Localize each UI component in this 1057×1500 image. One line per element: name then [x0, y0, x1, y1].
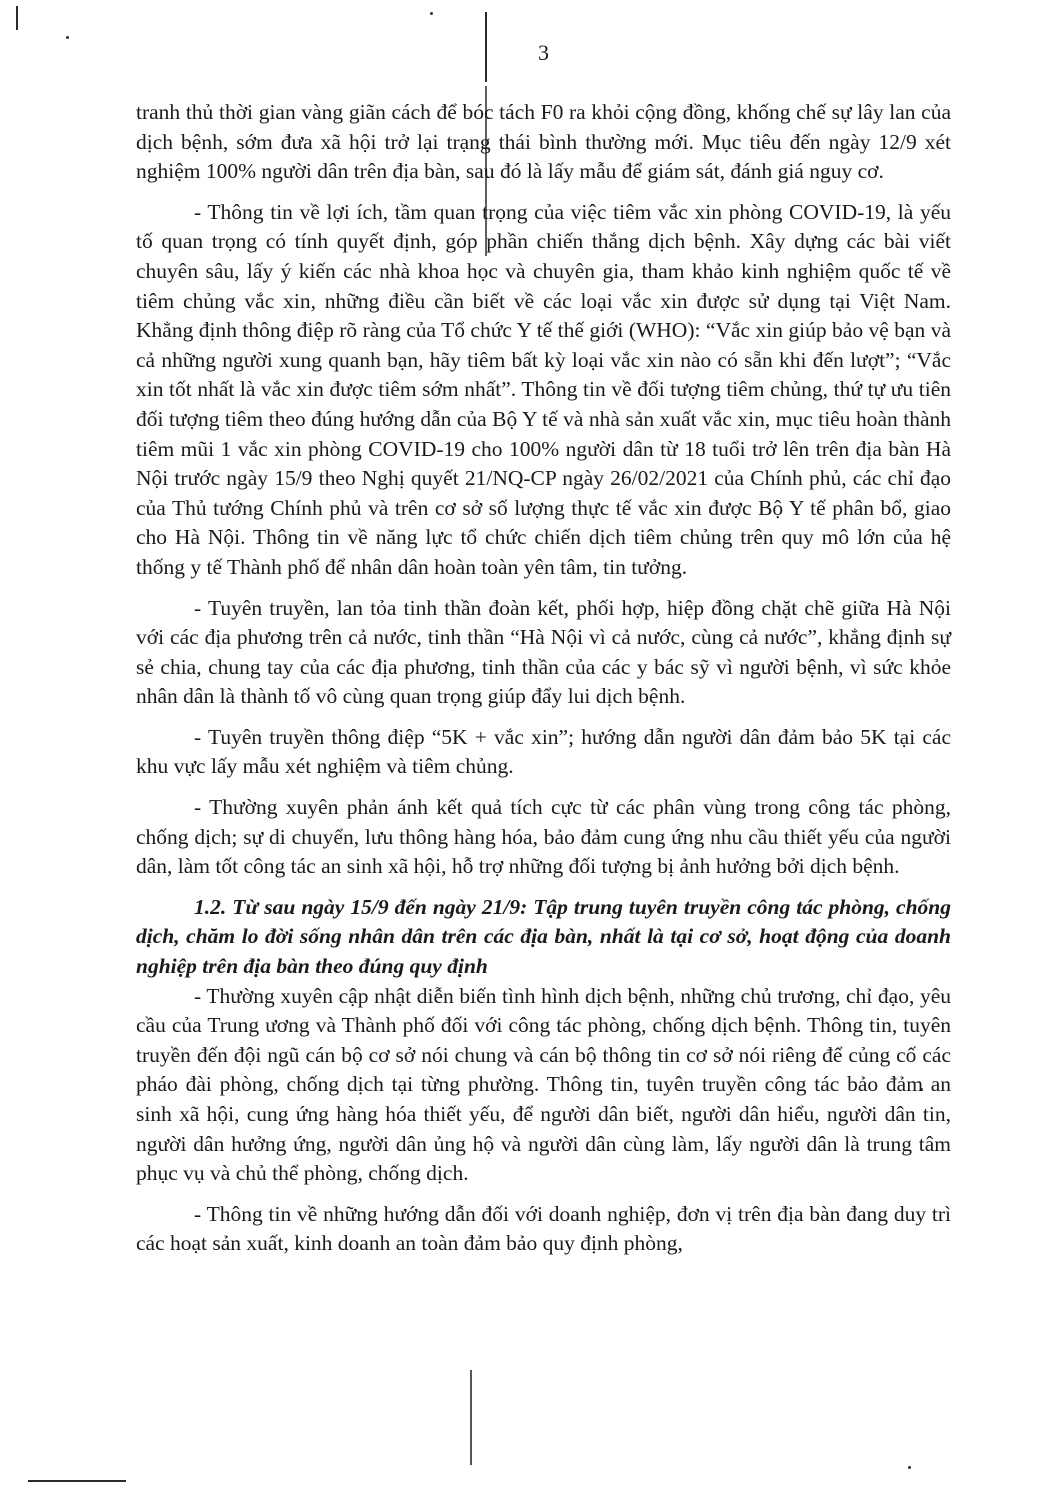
- paragraph-updates: - Thường xuyên cập nhật diễn biến tình hình dịch bệnh, những chủ trương, chỉ đạo, yêu cầu của Trung ương và Thành phố đối với công tác phòng, chống dịch bệnh. Thông tin, tuyên truyền đến đội ngũ cán bộ cơ sở nói chung và cán bộ thông tin cơ sở nói riêng để củng cố các pháo đài phòng, chống dịch tại từng phường. Thông tin, tuyên truyền công tác bảo đảm an sinh xã hội, cung ứng hàng hóa thiết yếu, để người dân biết, người dân hiểu, người dân tin, người dân hưởng ứng, người dân ủng hộ và người dân cùng làm, lấy người dân là trung tâm phục vụ và chủ thể phòng, chống dịch.: [136, 983, 951, 1186]
- document-body: [136, 98, 951, 1259]
- scan-artifact-bottom-rule: [28, 1480, 126, 1482]
- paragraph-positive-results: - Thường xuyên phản ánh kết quả tích cực từ các phân vùng trong công tác phòng, chống dịch; sự di chuyển, lưu thông hàng hóa, bảo đảm cung ứng nhu cầu thiết yếu của người dân, làm tốt công tác an sinh xã hội, hỗ trợ những đối tượng bị ảnh hưởng bởi dịch bệnh.: [136, 795, 951, 879]
- paragraph-business-guidance: - Thông tin về những hướng dẫn đối với doanh nghiệp, đơn vị trên địa bàn đang duy trì các hoạt sản xuất, kinh doanh an toàn đảm bảo quy định phòng,: [136, 1201, 951, 1256]
- scan-artifact-line: [470, 1370, 472, 1465]
- section-heading-1-2: 1.2. Từ sau ngày 15/9 đến ngày 21/9: Tập trung tuyên truyền công tác phòng, chống dịch, chăm lo đời sống nhân dân trên các địa bàn, nhất là tại cơ sở, hoạt động của doanh nghiệp trên địa bàn theo đúng quy định: [136, 894, 951, 979]
- page-number: 3: [538, 40, 549, 65]
- paragraph-continuation: tranh thủ thời gian vàng giãn cách để bóc tách F0 ra khỏi cộng đồng, khống chế sự lây lan của dịch bệnh, sớm đưa xã hội trở lại trạng thái bình thường mới. Mục tiêu đến ngày 12/9 xét nghiệm 100% người dân trên địa bàn, sau đó là lấy mẫu để giám sát, đánh giá nguy cơ.: [136, 100, 951, 184]
- scan-artifact-dot: [66, 36, 69, 39]
- paragraph-solidarity: - Tuyên truyền, lan tỏa tinh thần đoàn kết, phối hợp, hiệp đồng chặt chẽ giữa Hà Nội với các địa phương trên cả nước, tinh thần “Hà Nội vì cả nước, cùng cả nước”, khẳng định sự sẻ chia, chung tay của các địa phương, tinh thần của các y bác sỹ vì người bệnh, vì sức khỏe nhân dân là thành tố vô cùng quan trọng giúp đẩy lui dịch bệnh.: [136, 595, 951, 709]
- paragraph-5k-message: - Tuyên truyền thông điệp “5K + vắc xin”; hướng dẫn người dân đảm bảo 5K tại các khu vực lấy mẫu xét nghiệm và tiêm chủng.: [136, 724, 951, 779]
- scan-artifact-dot: [908, 1466, 911, 1469]
- scan-artifact-left: [16, 6, 18, 30]
- scan-artifact-line: [485, 12, 487, 82]
- scan-artifact-dot: [430, 12, 433, 15]
- paragraph-vaccine-info: - Thông tin về lợi ích, tầm quan trọng của việc tiêm vắc xin phòng COVID-19, là yếu tố quan trọng có tính quyết định, góp phần chiến thắng dịch bệnh. Xây dựng các bài viết chuyên sâu, lấy ý kiến các nhà khoa học và chuyên gia, tham khảo kinh nghiệm quốc tế về tiêm chủng vắc xin, những điều cần biết về các loại vắc xin được sử dụng tại Việt Nam. Khẳng định thông điệp rõ ràng của Tổ chức Y tế thế giới (WHO): “Vắc xin giúp bảo vệ bạn và cả những người xung quanh bạn, hãy tiêm bất kỳ loại vắc xin nào có sẵn khi đến lượt”; “Vắc xin tốt nhất là vắc xin được tiêm sớm nhất”. Thông tin về đối tượng tiêm chủng, thứ tự ưu tiên đối tượng tiêm theo đúng hướng dẫn của Bộ Y tế và nhà sản xuất vắc xin, mục tiêu hoàn thành tiêm mũi 1 vắc xin phòng COVID-19 cho 100% người dân từ 18 tuổi trở lên trên địa bàn Hà Nội trước ngày 15/9 theo Nghị quyết 21/NQ-CP ngày 26/02/2021 của Chính phủ, các chỉ đạo của Thủ tướng Chính phủ và trên cơ sở số lượng thực tế vắc xin được Bộ Y tế phân bổ, giao cho Hà Nội. Thông tin về năng lực tổ chức chiến dịch tiêm chủng trên quy mô lớn của hệ thống y tế Thành phố để nhân dân hoàn toàn yên tâm, tin tưởng.: [136, 199, 951, 579]
